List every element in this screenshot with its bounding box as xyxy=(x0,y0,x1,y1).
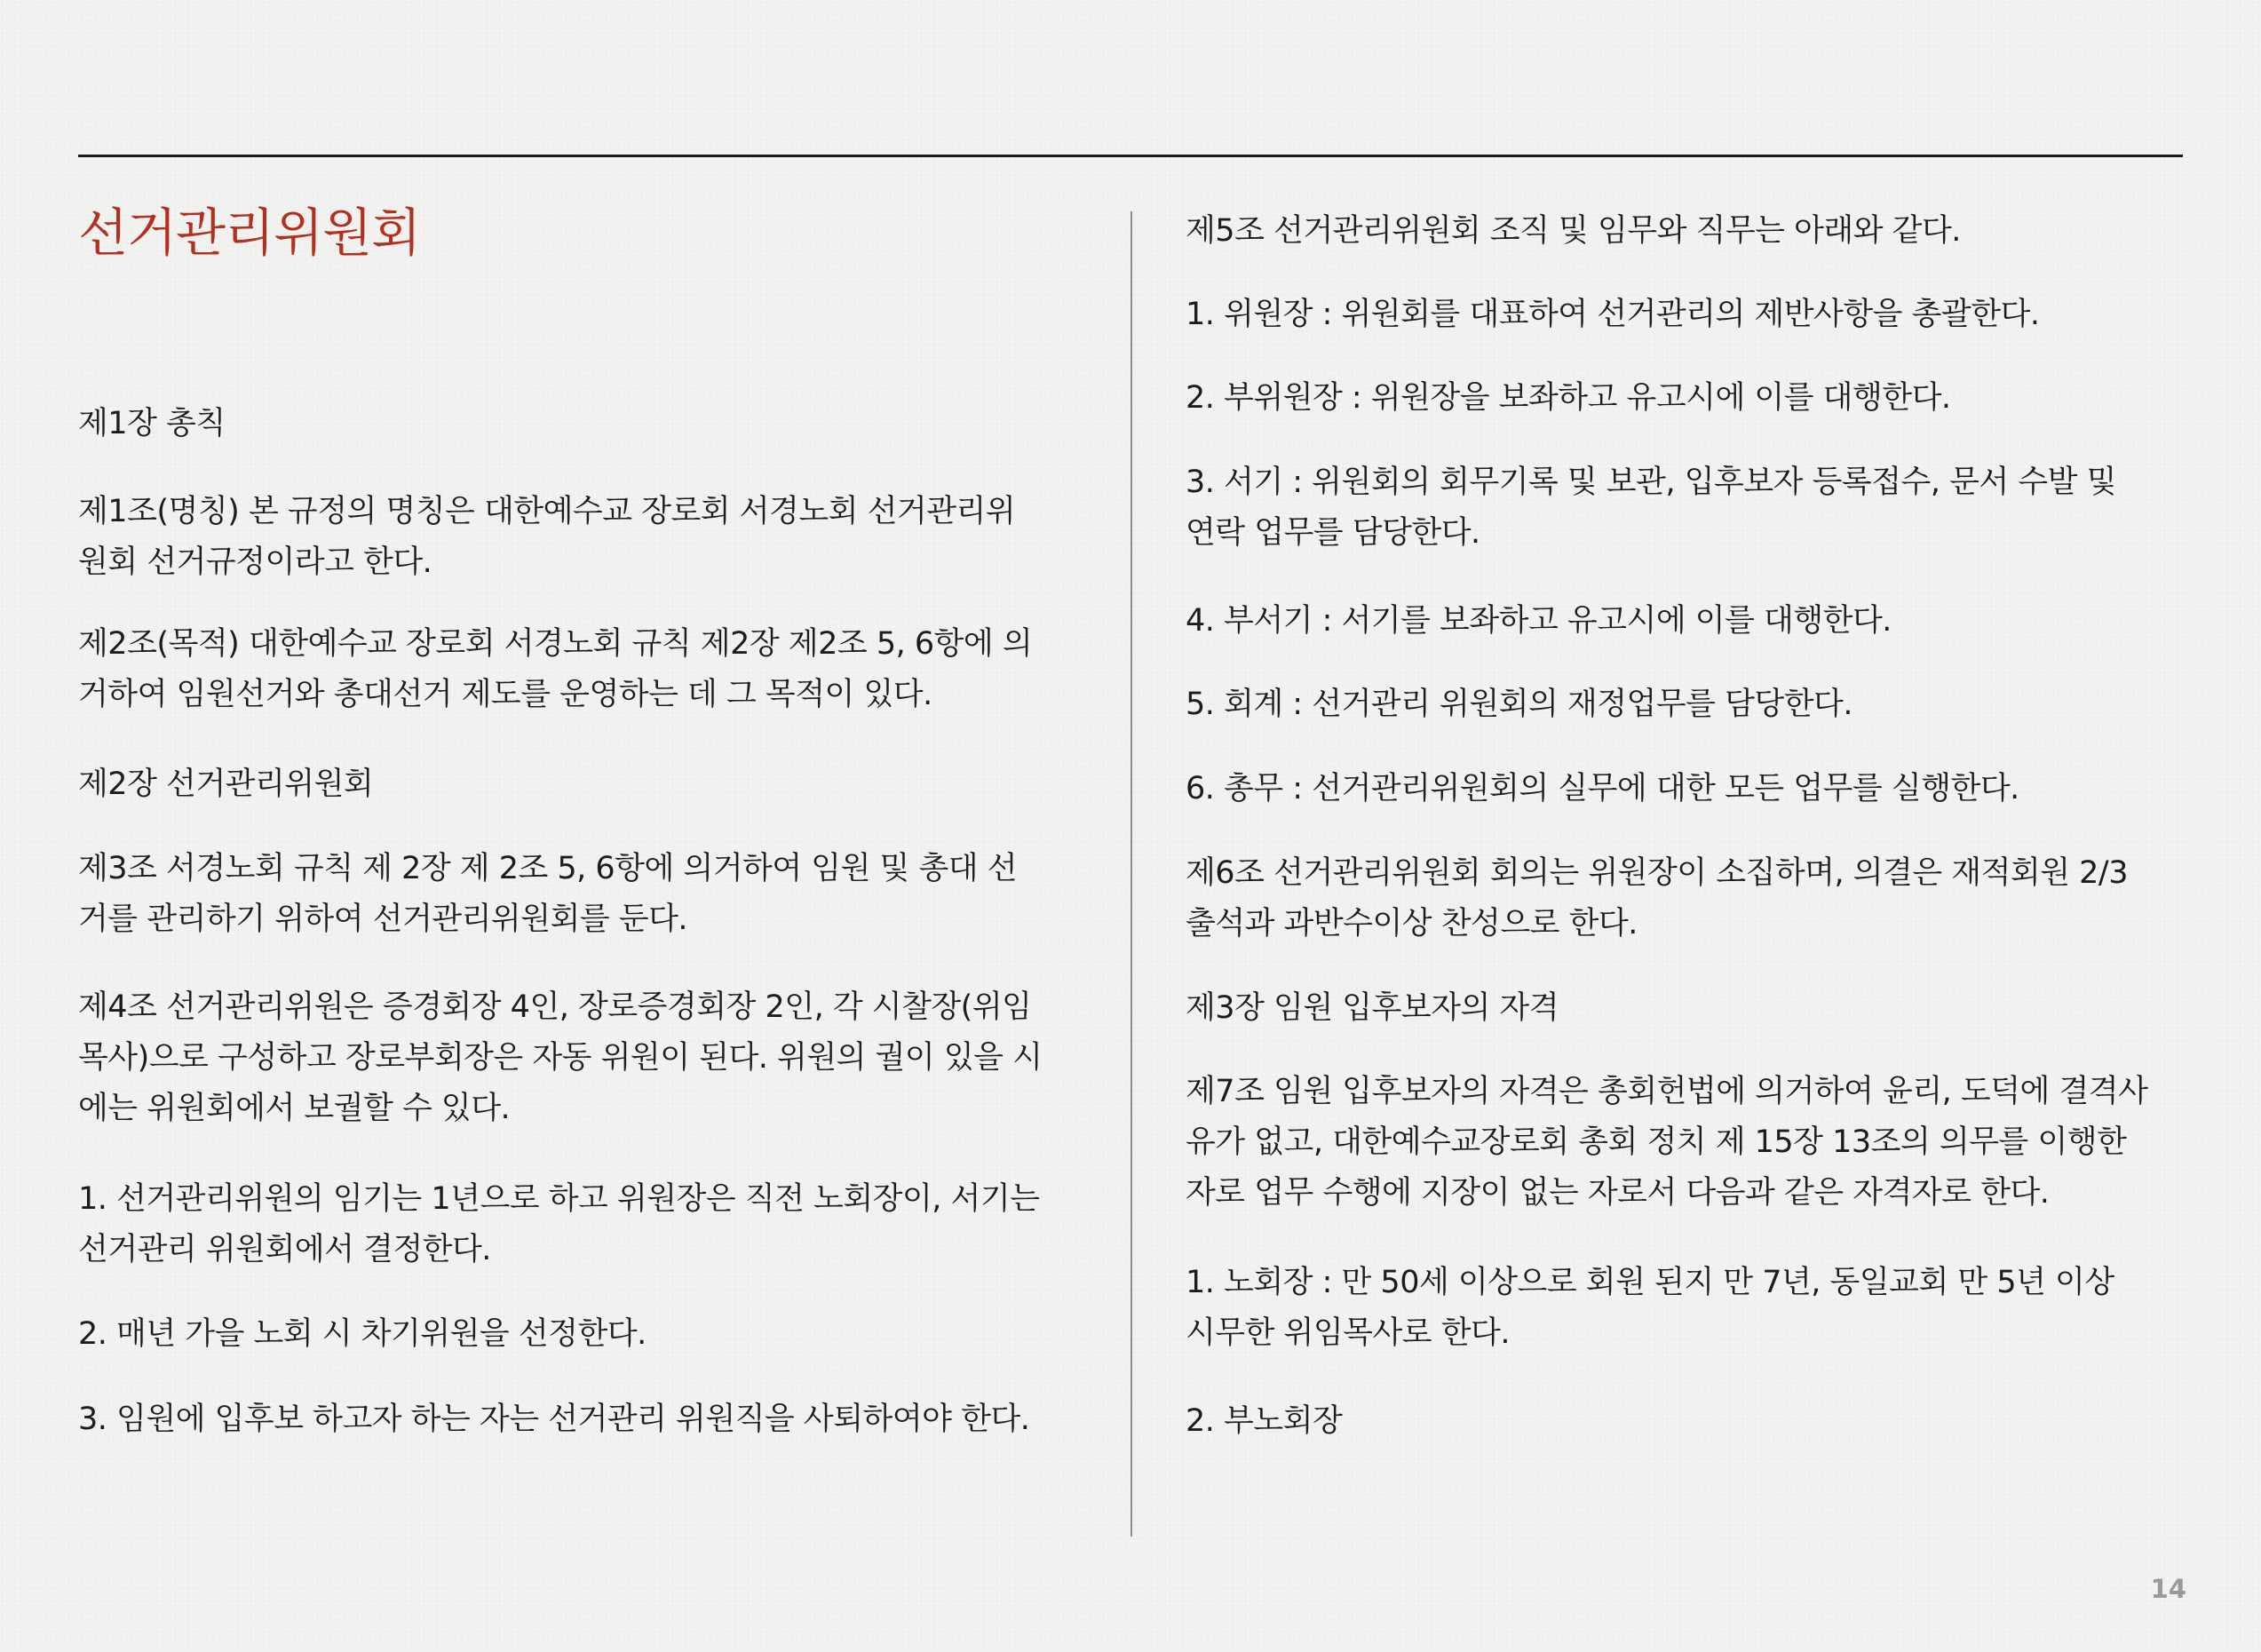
chapter-heading-1: 제1장 총칙 xyxy=(78,406,226,441)
article-5-item-2: 2. 부위원장 : 위원장을 보좌하고 유고시에 이를 대행한다. xyxy=(1186,380,1951,416)
article-5-item-5: 5. 회계 : 선거관리 위원회의 재정업무를 담당한다. xyxy=(1186,687,1852,722)
article-7-item-1: 1. 노회장 : 만 50세 이상으로 회원 된지 만 7년, 동일교회 만 5년 이상 시무한 위임목사로 한다. xyxy=(1186,1265,2114,1351)
page-title: 선거관리위원회 xyxy=(78,203,421,263)
article-5-item-3: 3. 서기 : 위원회의 회무기록 및 보관, 입후보자 등록접수, 문서 수발 및 연락 업무를 담당한다. xyxy=(1186,465,2116,551)
article-7-item-2: 2. 부노회장 xyxy=(1186,1403,1343,1439)
article-1: 제1조(명칭) 본 규정의 명칭은 대한예수교 장로회 서경노회 선거관리위 원회 선거규정이라고 한다. xyxy=(78,494,1016,580)
article-5-item-6: 6. 총무 : 선거관리위원회의 실무에 대한 모든 업무를 실행한다. xyxy=(1186,771,2019,806)
article-4: 제4조 선거관리위원은 증경회장 4인, 장로증경회장 2인, 각 시찰장(위임 목사)으로 구성하고 장로부회장은 자동 위원이 된다. 위원의 궐이 있을 시 에는 위원회에서 보궐할 수 있다. xyxy=(78,989,1043,1126)
article-5-item-4: 4. 부서기 : 서기를 보좌하고 유고시에 이를 대행한다. xyxy=(1186,603,1892,639)
top-rule xyxy=(78,155,2183,157)
column-divider xyxy=(1130,211,1132,1537)
chapter-heading-2: 제2장 선거관리위원회 xyxy=(78,766,374,802)
article-6: 제6조 선거관리위원회 회의는 위원장이 소집하며, 의결은 재적회원 2/3 출석과 과반수이상 찬성으로 한다. xyxy=(1186,855,2128,941)
article-4-item-1: 1. 선거관리위원의 임기는 1년으로 하고 위원장은 직전 노회장이, 서기는 선거관리 위원회에서 결정한다. xyxy=(78,1181,1040,1267)
article-4-item-3: 3. 임원에 입후보 하고자 하는 자는 선거관리 위원직을 사퇴하여야 한다. xyxy=(78,1402,1030,1437)
article-5: 제5조 선거관리위원회 조직 및 임무와 직무는 아래와 같다. xyxy=(1186,213,1961,249)
page-number: 14 xyxy=(2150,1574,2186,1604)
article-7: 제7조 임원 입후보자의 자격은 총회헌법에 의거하여 윤리, 도덕에 결격사 유가 없고, 대한예수교장로회 총회 정치 제 15장 13조의 의무를 이행한 자로 업무 수행에 지장이 없는 자로서 다음과 같은 자격자로 한다. xyxy=(1186,1074,2148,1211)
article-5-item-1: 1. 위원장 : 위원회를 대표하여 선거관리의 제반사항을 총괄한다. xyxy=(1186,297,2040,332)
chapter-heading-3: 제3장 임원 입후보자의 자격 xyxy=(1186,990,1559,1026)
article-4-item-2: 2. 매년 가을 노회 시 차기위원을 선정한다. xyxy=(78,1316,647,1352)
article-3: 제3조 서경노회 규칙 제 2장 제 2조 5, 6항에 의거하여 임원 및 총대 선 거를 관리하기 위하여 선거관리위원회를 둔다. xyxy=(78,851,1018,937)
article-2: 제2조(목적) 대한예수교 장로회 서경노회 규칙 제2장 제2조 5, 6항에 의 거하여 임원선거와 총대선거 제도를 운영하는 데 그 목적이 있다. xyxy=(78,626,1033,712)
